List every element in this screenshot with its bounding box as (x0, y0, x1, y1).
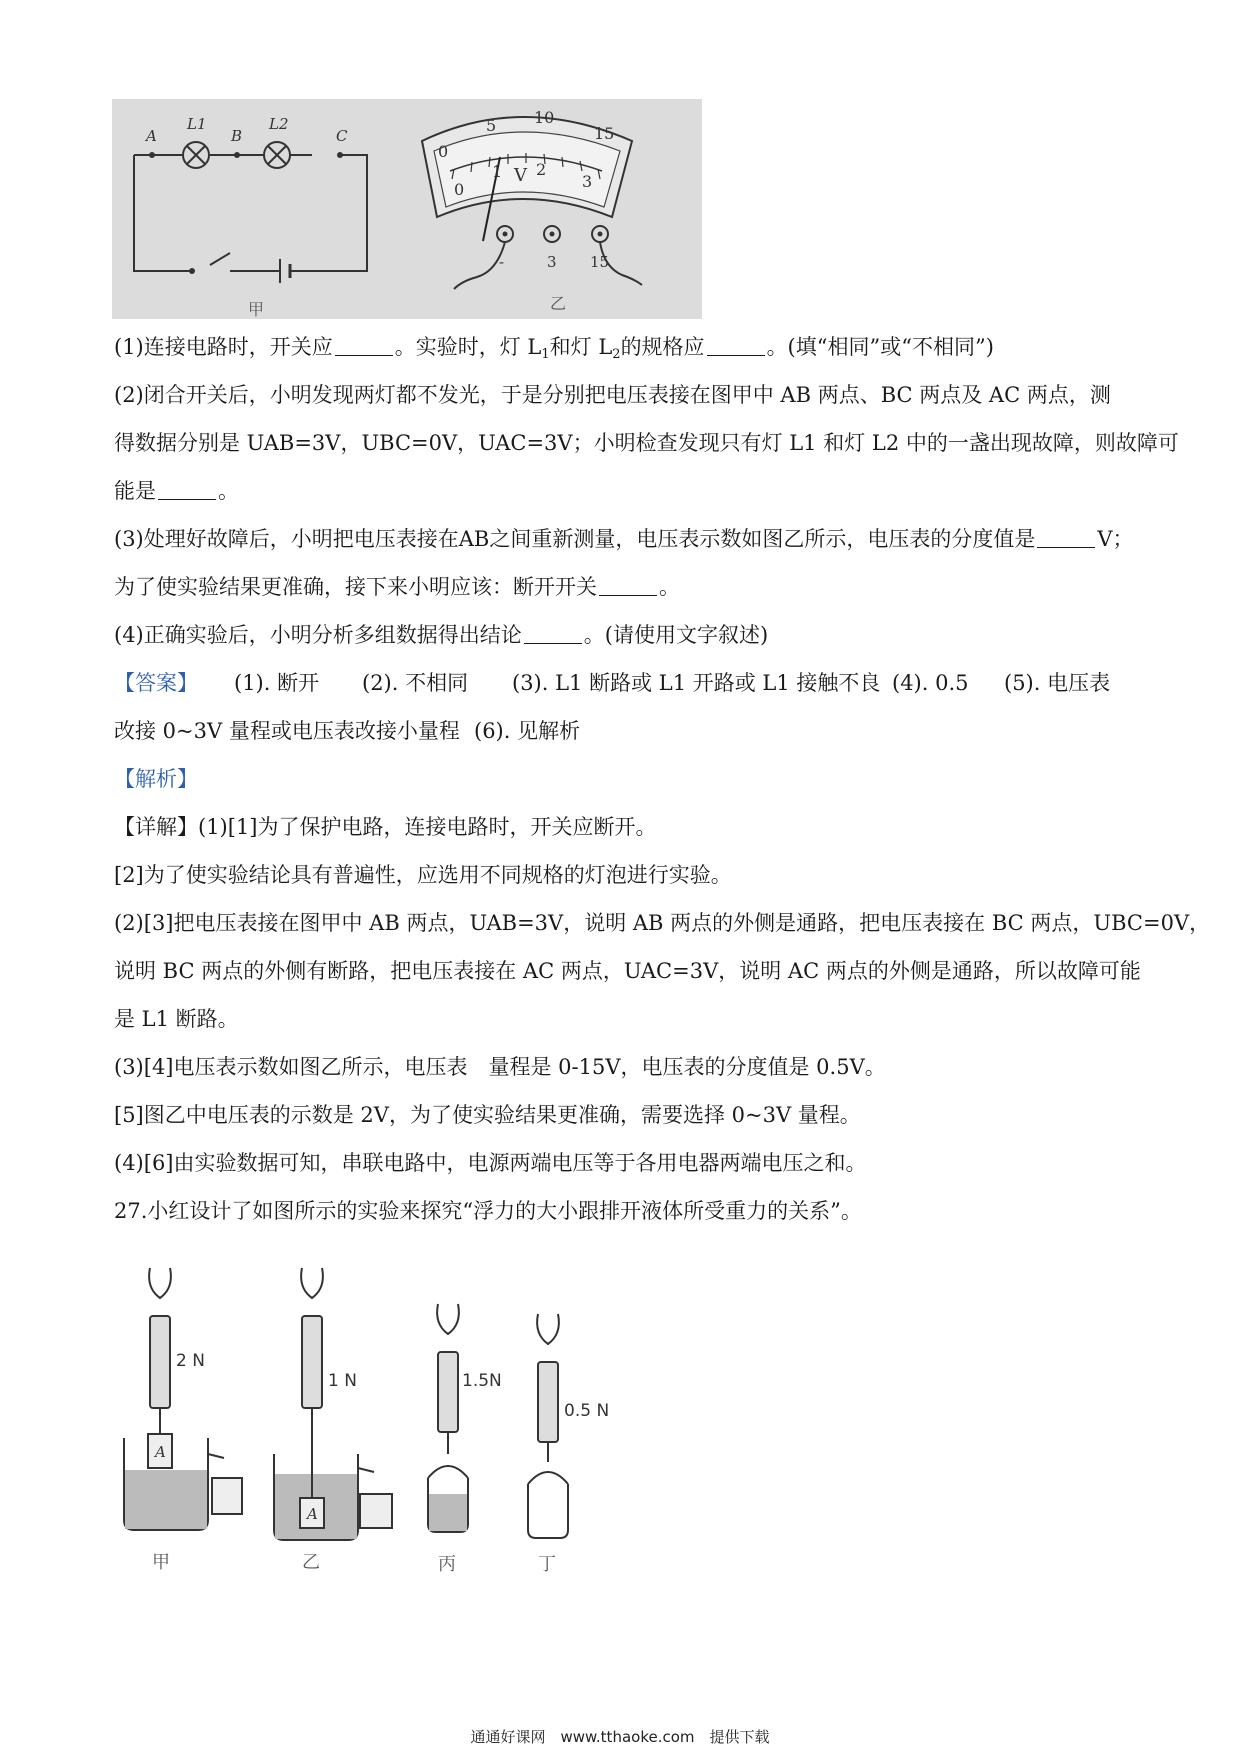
q1-sub-1: 1 (541, 347, 550, 362)
reading-yi: 1 N (328, 1371, 357, 1391)
spring-scale-jia-icon (124, 1268, 242, 1530)
buoyancy-experiment-figure (112, 1258, 692, 1578)
circuit-diagram (134, 155, 367, 271)
scale-top-0: 0 (438, 142, 449, 161)
caption-ding: 丁 (538, 1554, 556, 1575)
q2-blank (158, 479, 216, 500)
q3-line-1-end: V； (1097, 527, 1134, 551)
detail-3-line-2: 说明 BC 两点的外侧有断路，把电压表接在 AC 两点，UAC=3V，说明 AC 两点的外侧是通路，所以故障可能 (114, 959, 1141, 983)
q3-line-2: 为了使实验结果更准确，接下来小明应该：断开开关 (114, 575, 597, 599)
caption-jia: 甲 (248, 300, 265, 319)
switch-pivot (189, 268, 195, 274)
q1-text-b: 。实验时，灯 L (394, 335, 542, 359)
spring-scale-yi-icon (274, 1268, 392, 1540)
reading-bing: 1.5N (462, 1371, 502, 1391)
q1-text-a: (1)连接电路时，开关应 (114, 335, 333, 359)
q3-blank-2 (599, 575, 657, 596)
detail-6: (4)[6]由实验数据可知，串联电路中，电源两端电压等于各用电器两端电压之和。 (114, 1151, 867, 1175)
q3-line-1: (3)处理好故障后，小明把电压表接在AB之间重新测量，电压表示数如图乙所示，电压表的分度值是 (114, 527, 1036, 551)
question-27: 27.小红设计了如图所示的实验来探究“浮力的大小跟排开液体所受重力的关系”。 (114, 1199, 862, 1223)
caption-bing: 丙 (438, 1554, 456, 1575)
figure-1-svg (112, 99, 702, 319)
scale-bottom-1: 1 (492, 162, 503, 181)
terminal-minus: - (499, 253, 505, 271)
q2-line-3: 能是 (114, 479, 156, 503)
question-3: (3)处理好故障后，小明把电压表接在AB之间重新测量，电压表示数如图乙所示，电压表的分度值是 V； 为了使实验结果更准确，接下来小明应该：断开开关 。 (114, 527, 1134, 599)
scale-top-5: 5 (486, 116, 497, 135)
answer-item-2: (2). 不相同 (362, 671, 469, 695)
detail-1: (1)[1]为了保护电路，连接电路时，开关应断开。 (198, 815, 657, 839)
analysis-block (114, 755, 1211, 1235)
bulb-l1-icon (183, 142, 209, 168)
detail-4: (3)[4]电压表示数如图乙所示，电压表 量程是 0-15V，电压表的分度值是 0.5V。 (114, 1055, 886, 1079)
q4-blank (524, 623, 582, 644)
spring-scale-bing-icon (428, 1304, 468, 1532)
point-c-label: C (336, 127, 348, 145)
q1-blank-1 (335, 335, 393, 356)
analysis-tag: 【解析】 (114, 767, 198, 791)
figure-2-svg (112, 1258, 692, 1578)
bulb-l2-icon (264, 142, 290, 168)
scale-bottom-0: 0 (454, 180, 465, 199)
q4-line-1: (4)正确实验后，小明分析多组数据得出结论 (114, 623, 522, 647)
caption-yi-2: 乙 (302, 1552, 320, 1573)
reading-ding: 0.5 N (564, 1401, 610, 1421)
scale-bottom-2: 2 (536, 160, 547, 179)
question-4 (114, 611, 1130, 659)
caption-jia-2: 甲 (152, 1552, 170, 1573)
answer-item-6: (6). 见解析 (474, 719, 581, 743)
terminal-15: 15 (590, 253, 610, 271)
answer-block (114, 659, 1130, 755)
scale-top-10: 10 (534, 108, 555, 127)
page-footer: 通通好课网 www.tthaoke.com 提供下载 (470, 1728, 770, 1746)
point-b-label: B (231, 127, 243, 145)
bulb-l2-label: L2 (269, 115, 289, 133)
point-a-label: A (146, 127, 157, 145)
q1-text-d: 的规格应 (620, 335, 705, 359)
q2-line-2: 得数据分别是 UAB=3V，UBC=0V，UAC=3V；小明检查发现只有灯 L1 和灯 L2 中的一盏出现故障，则故障可 (114, 431, 1179, 455)
answer-item-5: (5). 电压表 (1004, 671, 1111, 695)
question-2: (2)闭合开关后，小明发现两灯都不发光，于是分别把电压表接在图甲中 AB 两点、BC 两点及 AC 两点，测 得数据分别是 UAB=3V，UBC=0V，UAC=3V；小明检查发现只有灯 L1 和灯 L2 中的一盏出现故障，则故障可 能是 。 (114, 371, 1130, 515)
answer-item-3: (3). L1 断路或 L1 开路或 L1 接触不良 (512, 671, 881, 695)
meter-unit: V (514, 165, 527, 186)
detail-3-line-3: 是 L1 断路。 (114, 1007, 239, 1031)
spring-scale-ding-icon (528, 1314, 568, 1538)
detail-tag: 【详解】 (114, 815, 198, 839)
q1-text-e: 。(填“相同”或“不相同”) (766, 335, 994, 359)
detail-2: [2]为了使实验结论具有普遍性，应选用不同规格的灯泡进行实验。 (114, 863, 732, 887)
answer-item-4: (4). 0.5 (892, 671, 969, 695)
q2-line-1: (2)闭合开关后，小明发现两灯都不发光，于是分别把电压表接在图甲中 AB 两点、BC 两点及 AC 两点，测 (114, 383, 1111, 407)
object-a-jia: A (155, 1443, 166, 1461)
q1-text-c: 和灯 L (549, 335, 613, 359)
scale-top-15: 15 (594, 124, 615, 143)
q1-blank-2 (707, 335, 765, 356)
q3-blank-1 (1037, 527, 1095, 548)
scale-bottom-3: 3 (582, 172, 593, 191)
object-a-yi: A (307, 1505, 318, 1523)
answer-line-2: 改接 0~3V 量程或电压表改接小量程 (114, 719, 460, 743)
answer-item-1: (1). 断开 (234, 671, 320, 695)
caption-yi: 乙 (550, 294, 567, 313)
circuit-voltmeter-figure (112, 99, 702, 319)
terminal-3: 3 (547, 253, 557, 271)
q1-sub-2: 2 (612, 347, 621, 362)
bulb-l1-label: L1 (187, 115, 207, 133)
detail-3-line-1: (2)[3]把电压表接在图甲中 AB 两点，UAB=3V，说明 AB 两点的外侧是通路，把电压表接在 BC 两点，UBC=0V， (114, 911, 1211, 935)
q4-line-1-end: 。(请使用文字叙述) (583, 623, 769, 647)
answer-tag: 【答案】 (114, 671, 198, 695)
detail-5: [5]图乙中电压表的示数是 2V，为了使实验结果更准确，需要选择 0~3V 量程。 (114, 1103, 861, 1127)
reading-jia: 2 N (176, 1351, 205, 1371)
